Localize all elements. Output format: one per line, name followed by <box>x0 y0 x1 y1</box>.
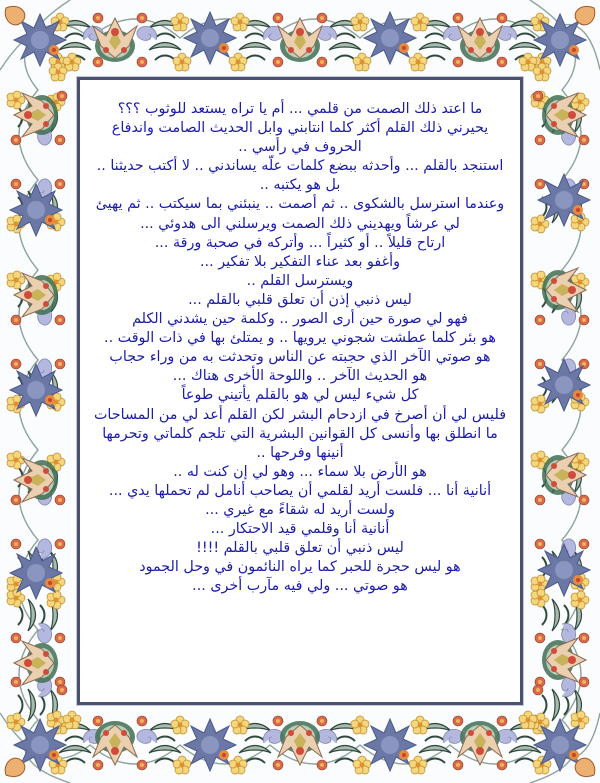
poem-line: يحيرني ذلك القلم أكثر كلما انتابني وابل الحديث الصامت واندفاع الحروف في رأسي .. <box>111 120 489 156</box>
poem-line: ليس ذنبي أن تعلق قلبي بالقلم !!!! <box>196 540 404 557</box>
poem-line: ما اعتد ذلك الصمت من قلمي ... أم يا تراه يستعد للوثوب ؟؟؟ <box>117 101 483 117</box>
poem-line: كل شيء ليس لي هو بالقلم يأتيني طوعاً <box>181 387 419 404</box>
poem-line: هو بئر كلما عطشت شجوني يرويها .. و يمتلئ بها في ذات الوقت .. <box>104 330 496 347</box>
poem-line: هو الأرض بلا سماء ... وهو لي إن كنت له .. <box>173 463 427 480</box>
poem-line: هو صوتي الآخر الذي حجبته عن الناس وتحدثت به من وراء حجاب <box>109 349 491 366</box>
poem-line: وعندما استرسل بالشكوى .. ثم أصمت .. ينبئني بما سيكتب .. ثم يهيئ لي عرشاً ويهديني ذلك الصمت ويرسلني الى هدوئي ... <box>95 196 505 232</box>
poem-text-panel <box>77 77 523 705</box>
poem-line: فليس لي أن أصرخ في ازدحام البشر لكن القلم أعد لي من المساحات ما انطلق بها وأنسى كل القوانين البشرية التي تلجم كلماتي وتحرمها أنينها وفرحها .. <box>93 406 507 461</box>
poem-line: ارتاح قليلاً .. أو كثيراً ... وأتركه في صحبة ورقة ... <box>154 234 446 251</box>
poem-line: استنجد بالقلم ... وأحدثه ببضع كلمات علّه يساندني .. لا أكتب حديثنا .. بل هو يكتبه .. <box>96 158 504 194</box>
poem-line: ليس ذنبي إذن أن تعلق قلبي بالقلم ... <box>188 291 412 308</box>
poem-line: أنانية أنا وقلمي قيد الاحتكار ... <box>210 521 390 538</box>
poem-line: هو ليس حجرة للحبر كما يراه النائمون في وحل الجمود <box>139 559 461 576</box>
poem-line: ويسترسل القلم .. <box>246 272 354 289</box>
poem-line: وأغفو بعد عناء التفكير بلا تفكير ... <box>200 253 400 270</box>
poem-line: ولست أريد له شقاءً مع غيري ... <box>205 501 395 518</box>
poem-body <box>88 100 512 596</box>
poem-line: فهو لي صورة حين أرى الصور .. وكلمة حين يشدني الكلم <box>132 311 468 328</box>
poem-line: هو الحديث الآخر .. واللوحة الأخرى هناك ... <box>172 368 428 385</box>
poem-line: أنانية أنا ... فلست أريد لقلمي أن يصاحب أنامل لم تحملها يدي ... <box>108 482 492 499</box>
poem-line: هو صوتي ... ولي فيه مآرب أخرى ... <box>192 578 408 595</box>
